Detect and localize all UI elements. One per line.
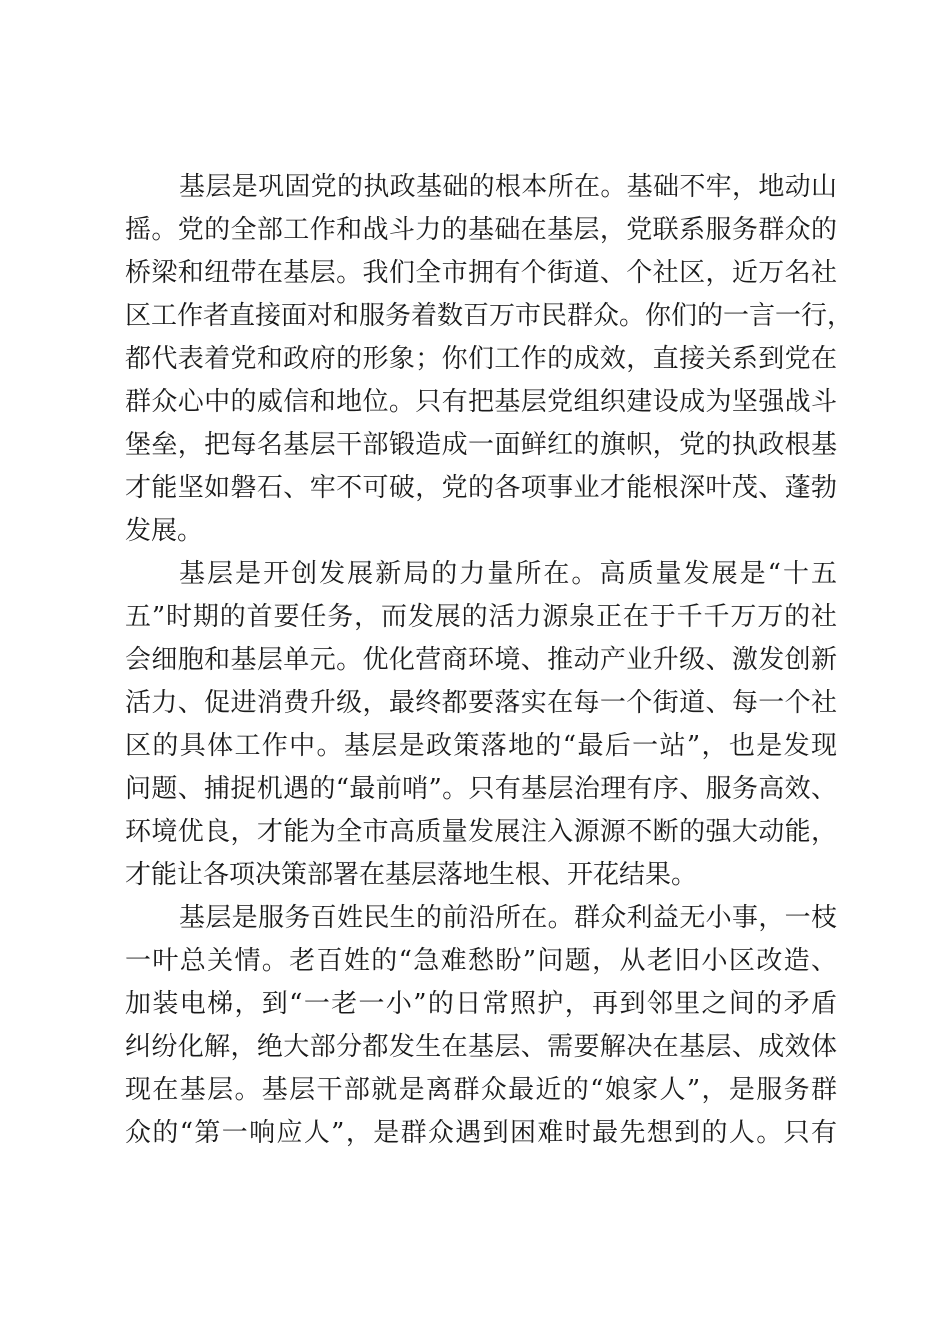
paragraph-1 bbox=[125, 166, 854, 553]
text-line: 都代表着党和政府的形象；你们工作的成效，直接关系到党在 bbox=[125, 344, 837, 374]
paragraph-2 bbox=[125, 553, 837, 897]
text-line: 会细胞和基层单元。优化营商环境、推动产业升级、激发创新 bbox=[125, 645, 837, 675]
text-line: 一叶总关情。老百姓的“急难愁盼”问题，从老旧小区改造、 bbox=[125, 946, 837, 976]
text-line: 才能坚如磐石、牢不可破，党的各项事业才能根深叶茂、蓬勃 bbox=[125, 473, 837, 503]
text-line: 活力、促进消费升级，最终都要落实在每一个街道、每一个社 bbox=[125, 688, 837, 718]
text-line: 区工作者直接面对和服务着数百万市民群众。你们的一言一行， bbox=[125, 301, 854, 331]
document-body bbox=[125, 166, 854, 1155]
text-line: 现在基层。基层干部就是离群众最近的“娘家人”，是服务群 bbox=[125, 1075, 837, 1105]
text-line: 才能让各项决策部署在基层落地生根、开花结果。 bbox=[125, 860, 698, 890]
text-line: 摇。党的全部工作和战斗力的基础在基层，党联系服务群众的 bbox=[125, 215, 837, 245]
text-line: 环境优良，才能为全市高质量发展注入源源不断的强大动能， bbox=[125, 817, 837, 847]
text-line: 基层是服务百姓民生的前沿所在。群众利益无小事，一枝 bbox=[179, 903, 837, 933]
text-line: 区的具体工作中。基层是政策落地的“最后一站”，也是发现 bbox=[125, 731, 837, 761]
text-line: 问题、捕捉机遇的“最前哨”。只有基层治理有序、服务高效、 bbox=[125, 774, 837, 804]
text-line: 发展。 bbox=[125, 516, 204, 546]
text-line: 五”时期的首要任务，而发展的活力源泉正在于千千万万的社 bbox=[125, 602, 837, 632]
text-line: 群众心中的威信和地位。只有把基层党组织建设成为坚强战斗 bbox=[125, 387, 837, 417]
text-line: 桥梁和纽带在基层。我们全市拥有个街道、个社区，近万名社 bbox=[125, 258, 837, 288]
text-line: 纠纷化解，绝大部分都发生在基层、需要解决在基层、成效体 bbox=[125, 1032, 837, 1062]
text-line: 众的“第一响应人”，是群众遇到困难时最先想到的人。只有 bbox=[125, 1118, 837, 1148]
paragraph-3 bbox=[125, 897, 837, 1155]
text-line: 基层是巩固党的执政基础的根本所在。基础不牢，地动山 bbox=[179, 172, 837, 202]
text-line: 基层是开创发展新局的力量所在。高质量发展是“十五 bbox=[179, 559, 837, 589]
text-line: 加装电梯，到“一老一小”的日常照护，再到邻里之间的矛盾 bbox=[125, 989, 837, 1019]
text-line: 堡垒，把每名基层干部锻造成一面鲜红的旗帜，党的执政根基 bbox=[125, 430, 837, 460]
